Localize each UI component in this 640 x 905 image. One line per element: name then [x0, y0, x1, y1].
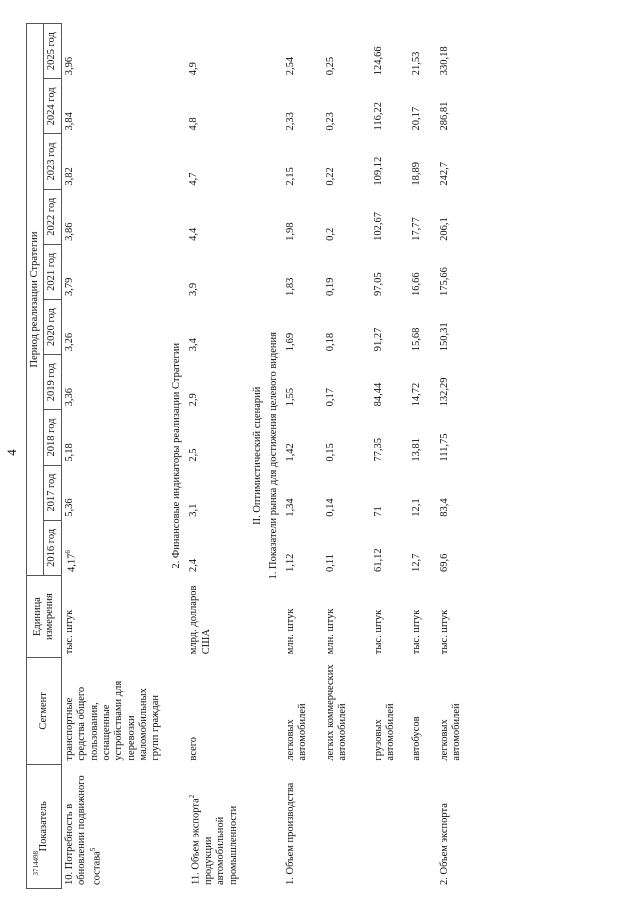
- value-cell: 0,15: [324, 443, 336, 462]
- value-cell: 3,26: [63, 332, 75, 352]
- value-cell: 1,83: [284, 277, 296, 297]
- value-cell: 12,7: [410, 553, 422, 572]
- value-cell: 97,05: [372, 272, 384, 297]
- value-cell: 3,96: [63, 56, 75, 76]
- value-cell: 0,25: [324, 56, 336, 76]
- indicator-cell: 2. Объем экспорта: [438, 803, 450, 885]
- indicator-cell: [409, 764, 437, 888]
- value-cell: 84,44: [372, 382, 384, 407]
- unit-cell: тыс. штук: [410, 609, 422, 655]
- table-row: [371, 24, 409, 889]
- value-cell: 0,23: [324, 112, 336, 131]
- value-cell: 286,81: [438, 101, 450, 131]
- indicator-cell: [371, 764, 409, 888]
- value-cell: 1,55: [284, 388, 296, 407]
- segment-cell: грузовых автомобилей: [372, 703, 397, 761]
- unit-cell: тыс. штук: [63, 609, 75, 655]
- value-cell: 15,68: [410, 327, 422, 352]
- segment-cell: легких коммерческих автомобилей: [324, 664, 349, 761]
- indicator-cell: 10. Потребность в обновлении подвижного состава$^5$: [63, 775, 102, 885]
- value-cell: 2,33: [284, 112, 296, 131]
- value-cell: 132,29: [438, 377, 450, 407]
- value-cell: 71: [372, 506, 384, 517]
- value-cell: 0,22: [324, 167, 336, 186]
- segment-cell: транспортные средства общего пользования, оснащенные устройствами для перевозки маломобильных групп граждан: [63, 680, 162, 761]
- unit-cell: тыс. штук: [438, 609, 450, 655]
- year-header: 2020 год: [44, 300, 61, 355]
- indicator-cell: 1. Объем производства: [284, 782, 296, 885]
- value-cell: 206,1: [438, 217, 450, 241]
- year-header: 2023 год: [44, 134, 61, 189]
- section-title-financial: 2. Финансовые индикаторы реализации Стратегии: [170, 342, 182, 569]
- value-cell: 2,4: [188, 558, 200, 572]
- value-cell: 0,14: [324, 498, 336, 517]
- value-cell: 4,4: [188, 227, 200, 241]
- year-header: 2019 год: [44, 355, 61, 410]
- value-cell: 2,54: [284, 56, 296, 76]
- unit-cell: млн. штук: [324, 608, 336, 655]
- segment-cell: автобусов: [410, 716, 422, 761]
- table-row: [323, 24, 371, 889]
- year-header: 2016 год: [44, 520, 61, 575]
- value-cell: 150,31: [438, 322, 450, 352]
- value-cell: 0,19: [324, 277, 336, 297]
- value-cell: 4,17$^6$: [63, 550, 78, 572]
- table-row: [437, 24, 467, 889]
- value-cell: 77,35: [372, 437, 384, 462]
- table-row: [409, 24, 437, 889]
- value-cell: 3,79: [63, 277, 75, 297]
- value-cell: 3,86: [63, 222, 75, 241]
- value-cell: 330,18: [438, 46, 450, 76]
- indicator-cell: 11. Объем экспорта$^2$ продукции автомобильной промышленности: [188, 794, 239, 885]
- value-cell: 1,42: [284, 443, 296, 462]
- value-cell: 4,9: [188, 62, 200, 76]
- year-header: 2017 год: [44, 465, 61, 520]
- table-row: [186, 24, 246, 889]
- section-title-scenario: II. Оптимистический сценарий: [252, 386, 264, 525]
- value-cell: 2,5: [188, 448, 200, 462]
- value-cell: 4,7: [188, 172, 200, 186]
- document-code: 3714498: [32, 850, 40, 875]
- year-header: 2018 год: [44, 410, 61, 465]
- value-cell: 18,89: [410, 162, 422, 186]
- value-cell: 111,75: [438, 433, 450, 462]
- value-cell: 2,9: [188, 393, 200, 407]
- table-row: [61, 24, 165, 889]
- segment-cell: легковых автомобилей: [284, 703, 309, 761]
- value-cell: 4,8: [188, 117, 200, 131]
- segment-cell: всего: [188, 736, 200, 761]
- value-cell: 83,4: [438, 498, 450, 517]
- value-cell: 3,4: [188, 338, 200, 352]
- indicator-cell: [323, 764, 371, 888]
- value-cell: 0,2: [324, 227, 336, 241]
- header-period: Период реализации Стратегии: [27, 24, 44, 576]
- value-cell: 0,17: [324, 388, 336, 407]
- value-cell: 3,84: [63, 112, 75, 131]
- strategy-table: [26, 23, 467, 889]
- year-header: 2021 год: [44, 244, 61, 299]
- year-header: 2022 год: [44, 189, 61, 244]
- header-unit: Единица измерения: [27, 575, 62, 657]
- year-header: 2025 год: [44, 24, 61, 79]
- value-cell: 1,34: [284, 498, 296, 517]
- value-cell: 91,27: [372, 327, 384, 352]
- value-cell: 0,11: [324, 553, 336, 572]
- value-cell: 3,1: [188, 503, 200, 517]
- value-cell: 2,15: [284, 167, 296, 186]
- header-indicator: Показатель: [27, 764, 62, 888]
- value-cell: 1,98: [284, 222, 296, 241]
- value-cell: 124,66: [372, 46, 384, 76]
- value-cell: 3,9: [188, 282, 200, 297]
- value-cell: 20,17: [410, 106, 422, 131]
- value-cell: 3,36: [63, 388, 75, 407]
- year-header: 2024 год: [44, 79, 61, 134]
- value-cell: 1,12: [284, 553, 296, 572]
- value-cell: 175,66: [438, 267, 450, 297]
- unit-cell: млрд. долларов США: [188, 585, 212, 655]
- page-number: 4: [4, 449, 19, 456]
- value-cell: 1,69: [284, 332, 296, 352]
- value-cell: 5,36: [63, 498, 75, 517]
- value-cell: 242,7: [438, 162, 450, 186]
- value-cell: 17,77: [410, 217, 422, 241]
- value-cell: 14,72: [410, 382, 422, 407]
- value-cell: 16,66: [410, 272, 422, 297]
- value-cell: 13,81: [410, 437, 422, 462]
- unit-cell: тыс. штук: [372, 609, 384, 655]
- value-cell: 5,18: [63, 443, 75, 462]
- value-cell: 116,22: [372, 101, 384, 131]
- value-cell: 109,12: [372, 156, 384, 186]
- value-cell: 0,18: [324, 332, 336, 352]
- value-cell: 102,67: [372, 211, 384, 241]
- value-cell: 21,53: [410, 51, 422, 76]
- header-segment: Сегмент: [27, 658, 62, 764]
- subsection-title: 1. Показатели рынка для достижения целевого видения: [267, 332, 279, 580]
- unit-cell: млн. штук: [284, 608, 296, 655]
- value-cell: 3,82: [63, 167, 75, 186]
- value-cell: 61,12: [372, 548, 384, 572]
- segment-cell: легковых автомобилей: [438, 703, 463, 761]
- value-cell: 12,1: [410, 498, 422, 517]
- table-row: [283, 24, 323, 889]
- value-cell: 69,6: [438, 553, 450, 572]
